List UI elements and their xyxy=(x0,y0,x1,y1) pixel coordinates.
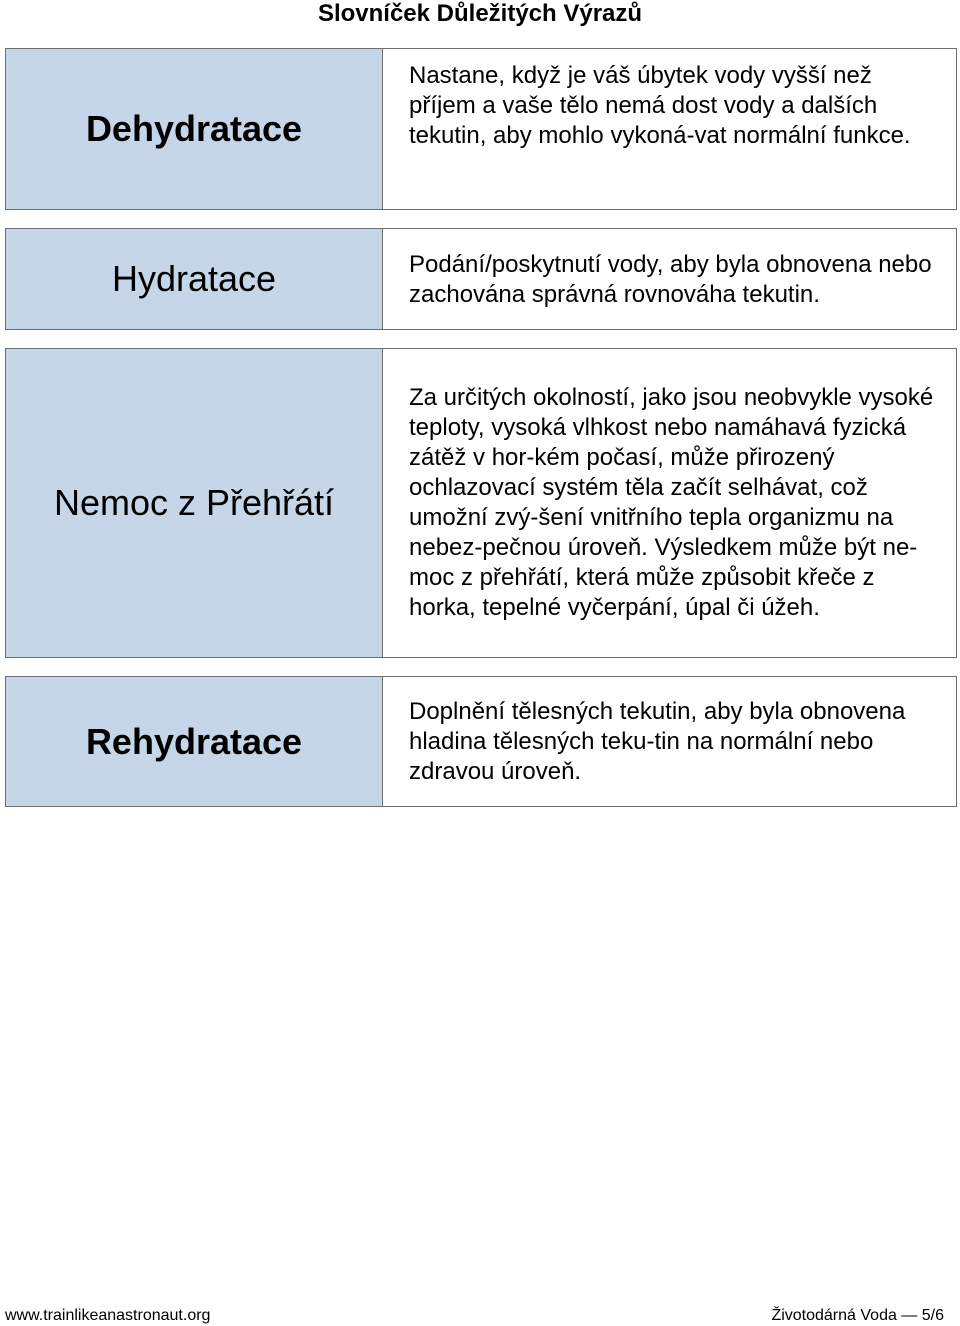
page-title: Slovníček Důležitých Výrazů xyxy=(317,0,643,27)
term-row-nemoc-z-prehrati xyxy=(5,348,957,658)
term-label: Rehydratace xyxy=(6,677,383,806)
definition-text: Podání/poskytnutí vody, aby byla obnovena nebo zachována správná rovnováha tekutin. xyxy=(409,251,932,308)
term-definition xyxy=(383,49,956,209)
term-row-hydratace xyxy=(5,228,957,330)
definition-text: Nastane, když je váš úbytek vody vyšší než příjem a vaše tělo nemá dost vody a dalších tekutin, aby mohlo vykoná-vat normální funkce. xyxy=(409,62,911,149)
term-row-rehydratace xyxy=(5,676,957,807)
term-definition xyxy=(383,229,956,329)
term-row-dehydratace xyxy=(5,48,957,210)
term-label: Hydratace xyxy=(6,229,383,329)
definition-text: Za určitých okolností, jako jsou neobvykle vysoké teploty, vysoká vlhkost nebo namáhavá fyzická zátěž v hor-kém počasí, může přirozený ochlazovací systém těla začít selhávat, což umožní zvý-šení vnitřního tepla organizmu na nebez-pečnou úroveň. Výsledkem může být ne-moc z přehřátí, která může způsobit křeče z horka, tepelné vyčerpání, úpal či úžeh. xyxy=(409,384,934,621)
term-definition xyxy=(383,349,956,657)
term-label: Nemoc z Přehřátí xyxy=(6,349,383,657)
term-label: Dehydratace xyxy=(6,49,383,209)
term-definition xyxy=(383,677,956,806)
definition-text: Doplnění tělesných tekutin, aby byla obnovena hladina tělesných teku-tin na normální nebo zdravou úroveň. xyxy=(409,698,906,785)
footer-page-label: Životodárná Voda — 5/6 xyxy=(771,1307,944,1324)
footer-website: www.trainlikeanastronaut.org xyxy=(5,1307,211,1324)
